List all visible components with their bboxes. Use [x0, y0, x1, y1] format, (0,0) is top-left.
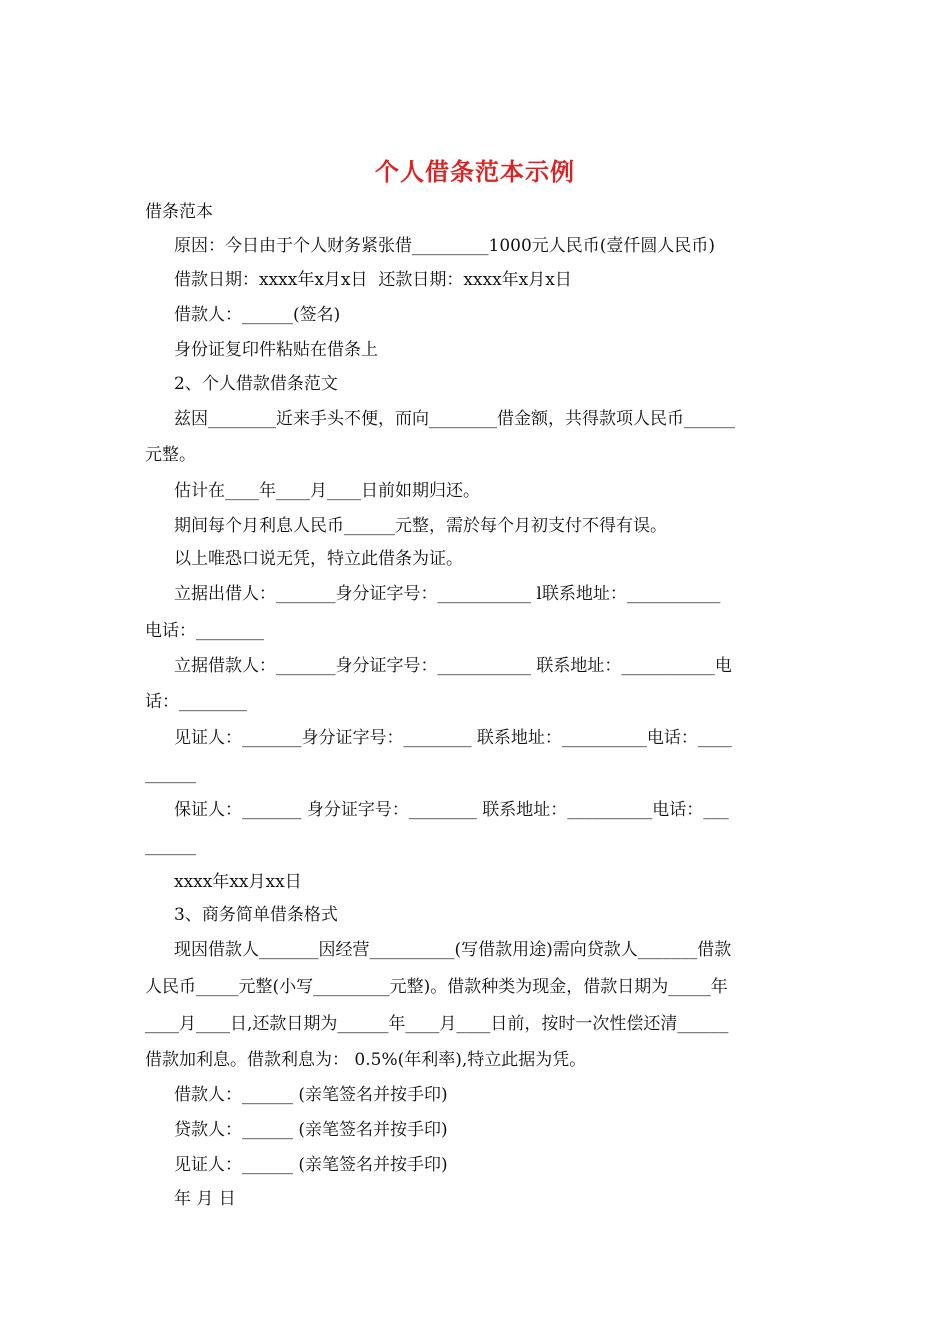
paragraph-line: 期间每个月利息人民币______元整，需於每个月初支付不得有误。	[174, 516, 667, 536]
paragraph-line: 现因借款人_______因经营__________(写借款用途)需向贷款人_______借款	[174, 940, 732, 960]
paragraph-line: ____月____日,还款日期为______年____月____日前，按时一次性偿还清______	[145, 1014, 729, 1034]
paragraph-line: 以上唯恐口说无凭，特立此借条为证。	[174, 549, 463, 569]
id-copy-line: 身份证复印件粘贴在借条上	[174, 340, 378, 360]
signature-witness: 见证人：______ (亲笔签名并按手印)	[174, 1155, 448, 1175]
date-line: xxxx年xx月xx日	[174, 872, 302, 892]
signature-borrower: 借款人：______ (亲笔签名并按手印)	[174, 1085, 448, 1105]
paragraph-line: 估计在____年____月____日前如期归还。	[174, 481, 480, 501]
date-footer: 年 月 日	[174, 1189, 236, 1209]
paragraph-line: 借款加利息。借款利息为： 0.5%(年利率),特立此据为凭。	[145, 1050, 587, 1070]
heading-sample: 借条范本	[145, 202, 213, 222]
lender-phone-line: 电话：________	[145, 621, 264, 641]
witness-phone-line: ______	[145, 764, 196, 784]
borrower-sign-line: 借款人：______(签名)	[174, 305, 341, 325]
dates-line: 借款日期：xxxx年x月x日 还款日期：xxxx年x月x日	[174, 270, 572, 290]
paragraph-line: 人民币_____元整(小写_________元整)。借款种类为现金，借款日期为_____年	[145, 977, 728, 997]
reason-line: 原因：今日由于个人财务紧张借_________1000元人民币(壹仟圆人民币)	[174, 236, 716, 256]
paragraph-line: 兹因________近来手头不便，而向________借金额，共得款项人民币______	[174, 409, 735, 429]
witness-line: 见证人：_______身分证字号：________ 联系地址：__________电话：____	[174, 728, 732, 748]
guarantor-line: 保证人：_______ 身分证字号：________ 联系地址：__________电话：___	[174, 800, 729, 820]
section-2-heading: 2、个人借款借条范文	[174, 374, 338, 394]
guarantor-phone-line: ______	[145, 836, 196, 856]
section-3-heading: 3、商务简单借条格式	[174, 905, 338, 925]
signature-lender: 贷款人：______ (亲笔签名并按手印)	[174, 1120, 448, 1140]
lender-line: 立据出借人：_______身分证字号：___________ l联系地址：___________	[174, 584, 721, 604]
document-title: 个人借条范本示例	[375, 157, 575, 186]
borrower-line: 立据借款人：_______身分证字号：___________ 联系地址：___________电	[174, 656, 732, 676]
paragraph-line: 元整。	[145, 445, 196, 465]
borrower-phone-line: 话：________	[145, 692, 247, 712]
